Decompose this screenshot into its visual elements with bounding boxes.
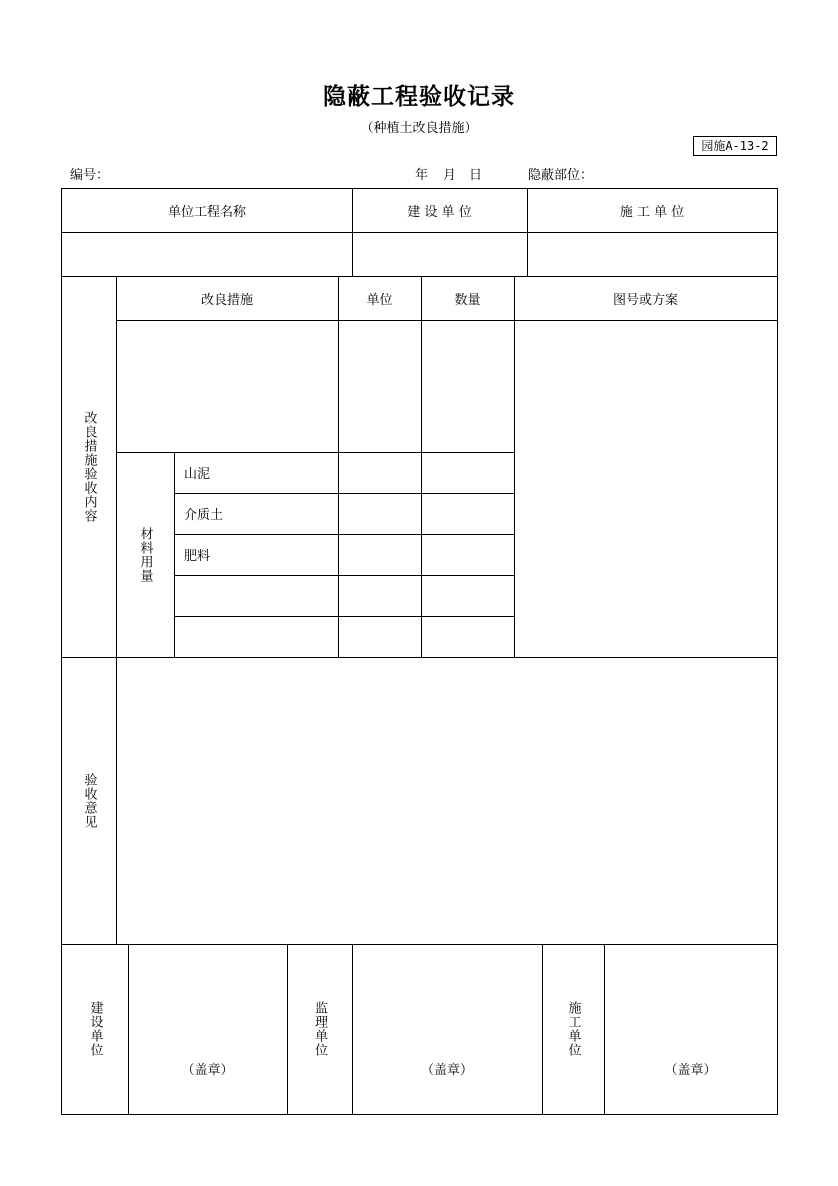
content-section-label: 改良措施验收内容 [81, 410, 97, 523]
builder-stamp-label: （盖章） [181, 1063, 234, 1078]
opinion-field[interactable] [116, 657, 777, 944]
contractor-stamp-area[interactable] [604, 944, 777, 1114]
builder-sign-label-cell [62, 944, 128, 1114]
project-name-header: 单位工程名称 [167, 205, 246, 220]
plan-column-header: 图号或方案 [612, 292, 678, 308]
form-code: 园施A-13-2 [693, 136, 777, 156]
contractor-header: 施 工 单 位 [619, 205, 685, 220]
unit-column-header: 单位 [366, 292, 393, 308]
location-label: 隐蔽部位： [528, 168, 594, 183]
builder-stamp-area[interactable] [128, 944, 287, 1114]
document-subtitle: （种植土改良措施） [360, 121, 478, 136]
measure-column-header: 改良措施 [200, 292, 253, 308]
quantity-column-header: 数量 [454, 292, 481, 308]
supervisor-sign-label-cell [287, 944, 352, 1114]
materials-label-cell [116, 452, 174, 657]
contractor-field[interactable] [527, 232, 777, 276]
divider [421, 276, 422, 657]
material-row-label: 介质土 [184, 508, 224, 523]
divider [338, 276, 339, 657]
supervisor-stamp-label: （盖章） [420, 1063, 473, 1078]
record-table [61, 188, 778, 1115]
content-section-label-cell [62, 276, 116, 657]
supervisor-stamp-area[interactable] [352, 944, 542, 1114]
contractor-sign-label-cell [542, 944, 604, 1114]
material-row-label [174, 575, 338, 616]
opinion-label: 验收意见 [81, 772, 97, 829]
builder-field[interactable] [352, 232, 527, 276]
month-label: 月 [443, 168, 457, 183]
number-label: 编号： [70, 168, 110, 183]
contractor-stamp-label: （盖章） [664, 1063, 717, 1078]
materials-label: 材料用量 [137, 526, 153, 583]
divider [514, 276, 515, 657]
builder-header: 建 设 单 位 [407, 205, 472, 220]
material-row-label: 山泥 [184, 467, 211, 482]
year-label: 年 [415, 168, 429, 183]
document-title: 隐蔽工程验收记录 [323, 84, 515, 110]
divider [116, 320, 777, 321]
material-row-label: 肥料 [184, 549, 211, 564]
project-name-field[interactable] [62, 232, 352, 276]
day-label: 日 [469, 168, 483, 183]
material-row-label [174, 616, 338, 657]
opinion-label-cell [62, 657, 116, 944]
builder-sign-label: 建设单位 [87, 1001, 103, 1057]
contractor-sign-label: 施工单位 [565, 1001, 581, 1057]
supervisor-sign-label: 监理单位 [312, 1001, 327, 1057]
